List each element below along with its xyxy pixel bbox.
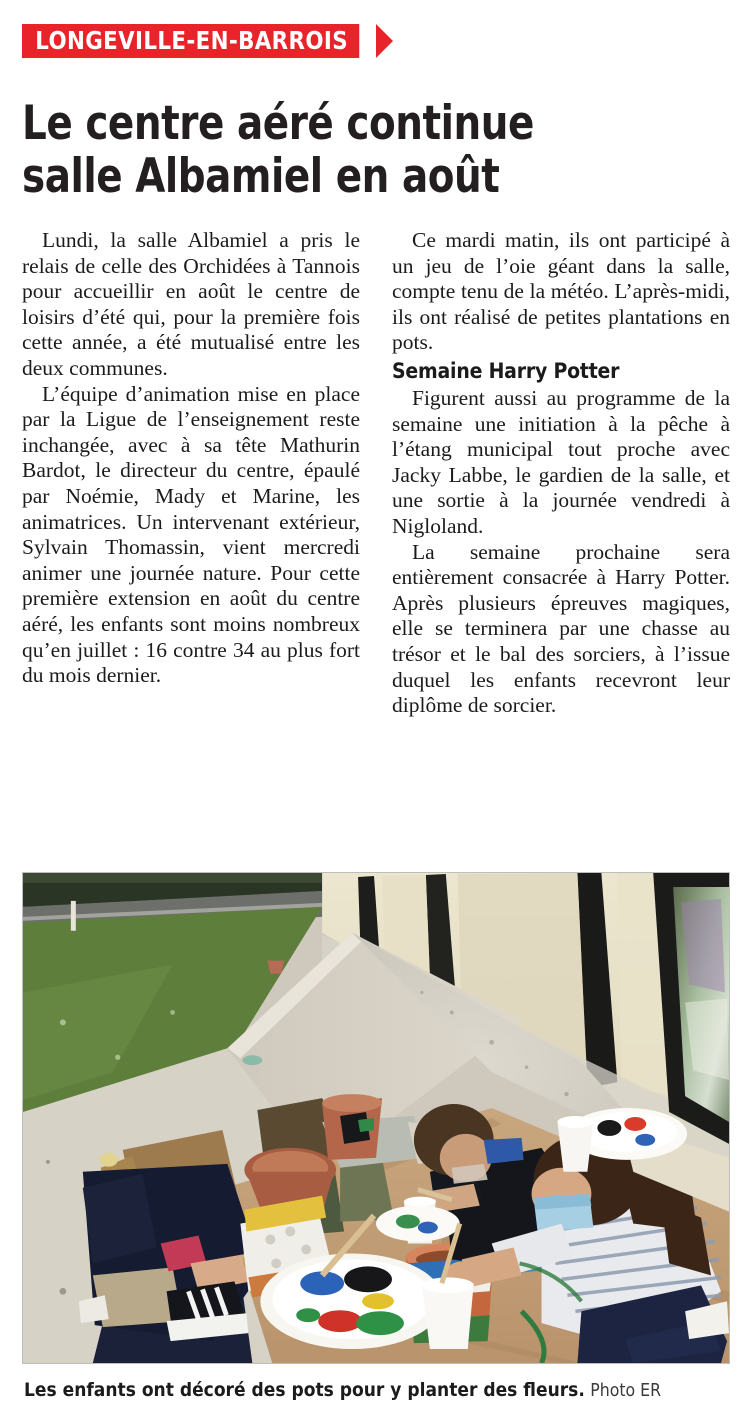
photo-caption [24, 1378, 734, 1403]
right-column [392, 228, 730, 848]
photo-caption-text: Les enfants ont décoré des pots pour y planter des fleurs. [24, 1379, 585, 1401]
paragraph: Figurent aussi au programme de la semaine une initiation à la pêche à l’étang municipal tout proche avec Jacky Labbe, le gardien de la salle, et une sortie à la journée vendredi à Nigloland. [392, 385, 730, 538]
left-column [22, 228, 360, 848]
paragraph: L’équipe d’animation mise en place par la Ligue de l’enseignement reste inchangée, avec à sa tête Mathurin Bardot, le directeur du centre, épaulé par Noémie, Mady et Marine, les animatrices. Un intervenant extérieur, Sylvain Thomassin, vient mercredi animer une journée nature. Pour cette première extension en août du centre aéré, les enfants sont moins nombreux qu’en juillet : 16 contre 34 au plus fort du mois dernier. [22, 381, 360, 688]
headline-line-1: Le centre aéré continue [22, 96, 534, 152]
article-headline [22, 97, 666, 203]
paragraph: La semaine prochaine sera entièrement consacrée à Harry Potter. Après plusieurs épreuves magiques, elle se terminera par une chasse au trésor et le bal des sorciers, à l’issue duquel les enfants recevront leur diplôme de sorcier. [392, 539, 730, 718]
paragraph: Lundi, la salle Albamiel a pris le relais de celle des Orchidées à Tannois pour accueillir en août le centre de loisirs d’été qui, pour la première fois cette année, a été mutualisé entre les deux communes. [22, 228, 360, 380]
locality-banner-label: LONGEVILLE-EN-BARROIS [22, 24, 359, 58]
photo-illustration [23, 873, 729, 1363]
article-body [22, 228, 730, 848]
section-subhead: Semaine Harry Potter [392, 358, 620, 383]
headline-line-2: salle Albamiel en août [22, 149, 500, 205]
banner-arrow-icon [376, 24, 393, 58]
article-photo [22, 872, 730, 1364]
paragraph: Ce mardi matin, ils ont participé à un jeu de l’oie géant dans la salle, compte tenu de la météo. L’après-midi, ils ont réalisé de petites plantations en pots. [392, 228, 730, 355]
locality-banner [22, 24, 393, 58]
photo-credit: Photo ER [590, 1381, 662, 1401]
